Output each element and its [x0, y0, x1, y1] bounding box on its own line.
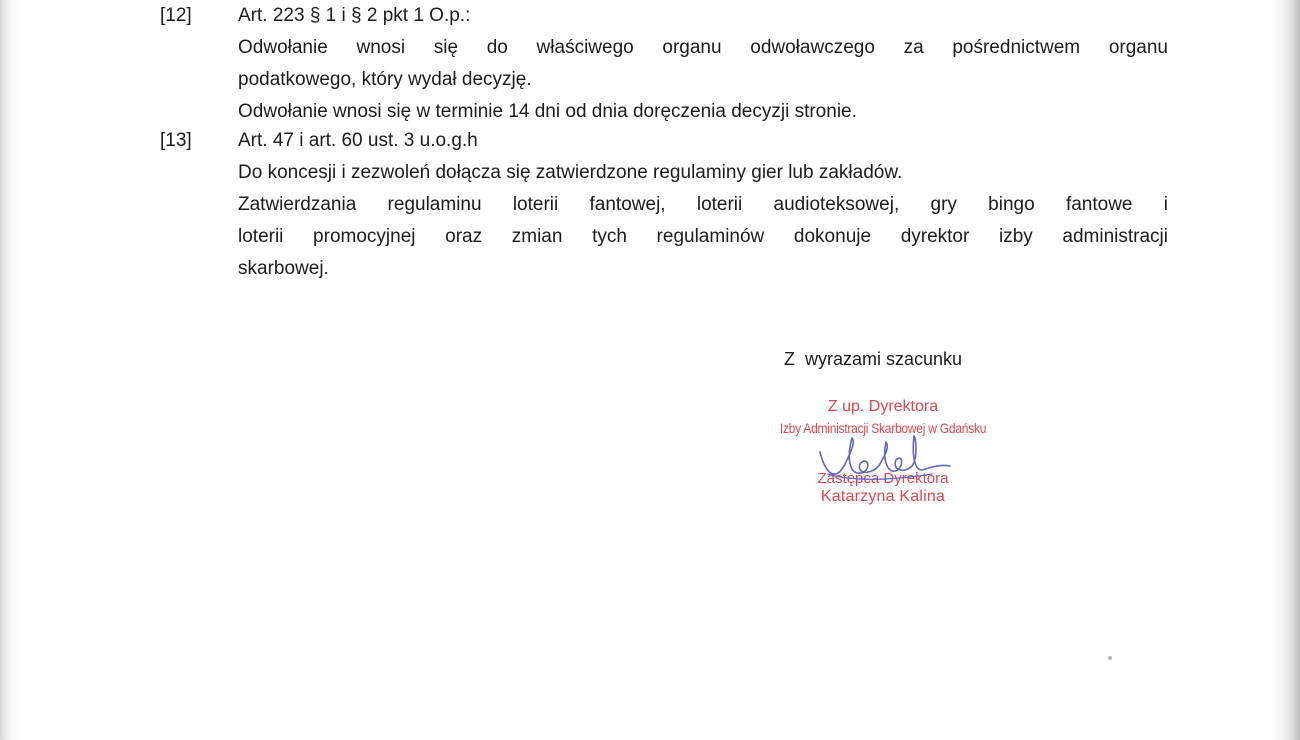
footnote-number: [13]: [160, 130, 192, 151]
footnote-line: Art. 223 § 1 i § 2 pkt 1 O.p.:: [238, 5, 471, 26]
footnote-line: Art. 47 i art. 60 ust. 3 u.o.g.h: [238, 130, 478, 151]
footnote-line: skarbowej.: [238, 258, 329, 279]
signature-stroke: [828, 474, 932, 479]
stamp-office-line: Izby Administracji Skarbowej w Gdańsku: [779, 420, 987, 436]
footnote-line: loterii promocyjnej oraz zmian tych regulaminów dokonuje dyrektor izby administracji: [238, 226, 1168, 247]
scan-speck: [1108, 656, 1112, 660]
handwritten-signature: [814, 430, 954, 490]
signature-stroke: [820, 436, 950, 474]
stamp-authority-line: Z up. Dyrektora: [827, 398, 939, 415]
closing-salutation: Z wyrazami szacunku: [784, 349, 963, 369]
footnote-line: Odwołanie wnosi się w terminie 14 dni od dnia doręczenia decyzji stronie.: [238, 101, 857, 122]
footnote-line: Do koncesji i zezwoleń dołącza się zatwierdzone regulaminy gier lub zakładów.: [238, 162, 903, 183]
footnote-body: [238, 0, 1168, 128]
footnote-number: [12]: [160, 5, 192, 26]
footnote-body: [238, 125, 1168, 285]
footnote-line: podatkowego, który wydał decyzję.: [238, 69, 532, 90]
stamp-signatory-name: Katarzyna Kalina: [820, 488, 946, 505]
footnote-line: Odwołanie wnosi się do właściwego organu odwoławczego za pośrednictwem organu: [238, 37, 1168, 58]
stamp-position-line: Zastępca Dyrektora: [817, 470, 949, 487]
footnote-line: Zatwierdzania regulaminu loterii fantowej, loterii audioteksowej, gry bingo fantowe i: [238, 194, 1168, 215]
